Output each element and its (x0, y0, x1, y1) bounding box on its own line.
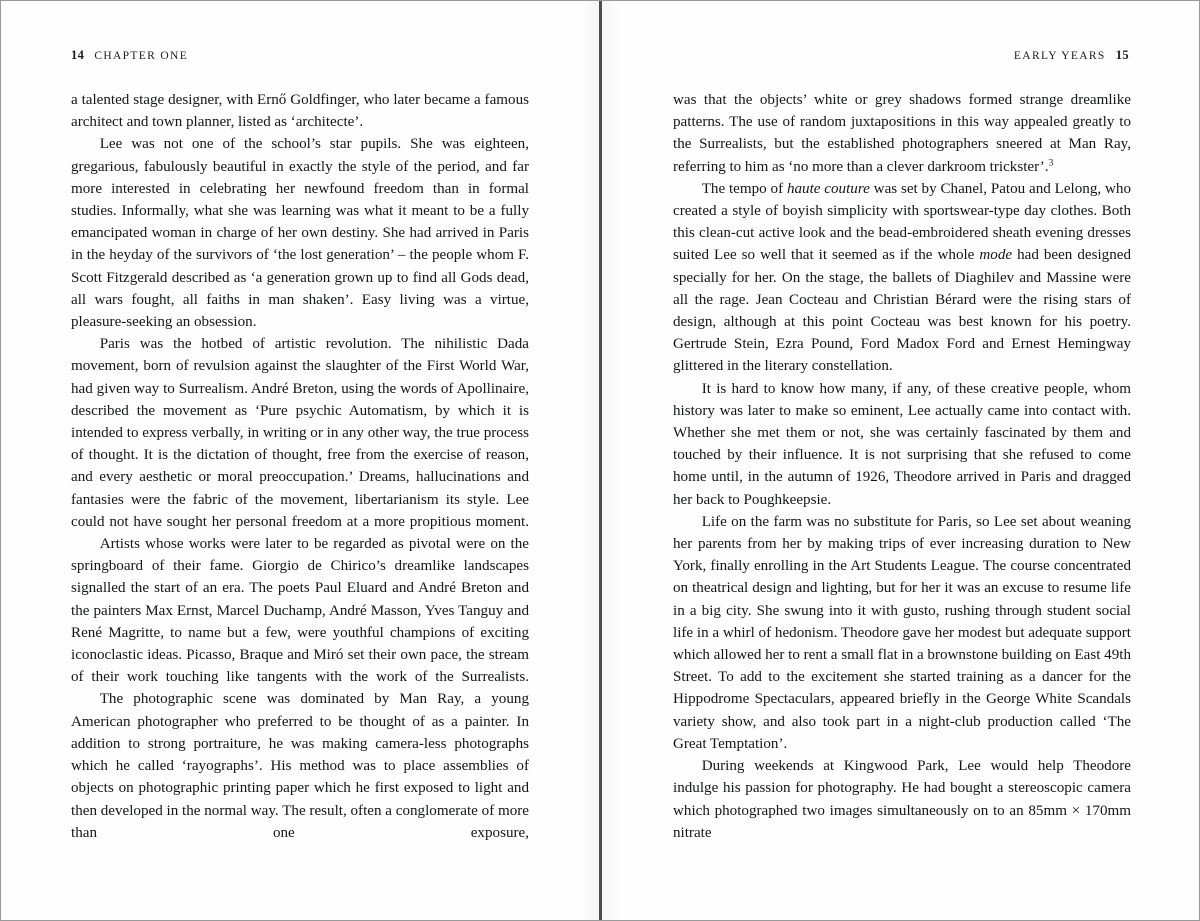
paragraph: Paris was the hotbed of artistic revolution. The nihilistic Dada movement, born of revulsion against the slaughter of the First World War, had given way to Surrealism. André Breton, using the words of Apollinaire, described the movement as ‘Pure psychic Automatism, by which it is intended to express verbally, in writing or in any other way, the true process of thought. It is the dictation of thought, free from the exercise of reason, and every aesthetic or moral preoccupation.’ Dreams, hallucinations and fantasies were the fabric of the movement, libertarianism its style. Lee could not have sought her personal freedom at a more propitious moment. (71, 336, 529, 530)
paragraph: During weekends at Kingwood Park, Lee would help Theodore indulge his passion for photography. He had bought a stereoscopic camera which photographed two images simultaneously on to an 85mm × 170mm nitrate (673, 758, 1131, 841)
paragraph: The photographic scene was dominated by Man Ray, a young American photographer who preferred to be thought of as a painter. In addition to strong portraiture, he was making camera-less photographs which he called ‘rayographs’. His method was to place assemblies of objects on photographic printing paper which he first exposed to light and then developed in the normal way. The result, often a conglomerate of more than one exposure, (71, 691, 529, 841)
left-page (1, 1, 599, 921)
right-page (602, 1, 1200, 921)
paragraph: was that the objects’ white or grey shadows formed strange dreamlike patterns. The use of random juxtapositions in this way appealed greatly to the Surrealists, but the established photographers sneered at Man Ray, referring to him as ‘no more than a clever darkroom trickster’.$^3$ (673, 92, 1131, 175)
paragraph: a talented stage designer, with Ernő Goldfinger, who later became a famous architect and town planner, listed as ‘architecte’. (71, 92, 529, 131)
right-page-textblock (673, 89, 1131, 844)
running-head-title-left: CHAPTER ONE (94, 50, 189, 62)
folio-left: 14 (71, 48, 85, 62)
paragraph: It is hard to know how many, if any, of these creative people, whom history was later to make so eminent, Lee actually came into contact with. Whether she met them or not, she was certainly fascinated by them and touched by their influence. It is not surprising that she refused to come home until, in the autumn of 1926, Theodore arrived in Paris and dragged her back to Poughkeepsie. (673, 380, 1131, 508)
paragraph: Artists whose works were later to be regarded as pivotal were on the springboard of their fame. Giorgio de Chirico’s dreamlike landscapes signalled the start of an era. The poets Paul Eluard and André Breton and the painters Max Ernst, Marcel Duchamp, André Masson, Yves Tanguy and René Magritte, to name but a few, were youthful champions of exciting iconoclastic ideas. Picasso, Braque and Miró set their own pace, the stream of their work touching like tangents with the work of the Surrealists. (71, 536, 529, 686)
running-head-right (1014, 48, 1129, 63)
running-head-left (71, 48, 188, 63)
paragraph: Lee was not one of the school’s star pupils. She was eighteen, gregarious, fabulously beautiful in exactly the style of the period, and far more interested in celebrating her newfound freedom than in formal studies. Informally, what she was learning was what it meant to be a fully emancipated woman in charge of her own destiny. She had arrived in Paris in the heyday of the survivors of ‘the lost generation’ – the people whom F. Scott Fitzgerald described as ‘a generation grown up to find all Gods dead, all wars fought, all faiths in man shaken’. Easy living was a virtue, pleasure-seeking an obsession. (71, 136, 529, 331)
running-head-title-right: EARLY YEARS (1013, 50, 1106, 62)
folio-right: 15 (1115, 48, 1129, 62)
paragraph: The tempo of haute couture was set by Chanel, Patou and Lelong, who created a style of boyish simplicity with sportswear-type day clothes. Both this clean-cut active look and the bead-embroidered sheath evening dresses suited Lee so well that it seemed as if the whole mode had been designed specially for her. On the stage, the ballets of Diaghilev and Massine were all the rage. Jean Cocteau and Christian Bérard were the rising stars of design, although at this point Cocteau was best known for his poetry. Gertrude Stein, Ezra Pound, Ford Madox Ford and Ernest Hemingway glittered in the literary constellation. (673, 180, 1131, 375)
paragraph: Life on the farm was no substitute for Paris, so Lee set about weaning her parents from her by making trips of ever increasing duration to New York, finally enrolling in the Art Students League. The course concentrated on theatrical design and lighting, but for her it was an excuse to resume life in a big city. She swung into it with gusto, rushing through student social life in a whirl of hedonism. Theodore gave her modest but adequate support which allowed her to rent a small flat in a brownstone building on East 49th Street. To add to the excitement she started training as a dancer for the Hippodrome Spectaculars, appeared briefly in the George White Scandals variety show, and also took part in a night-club production called ‘The Great Temptation’. (673, 513, 1131, 752)
left-page-textblock (71, 89, 529, 844)
